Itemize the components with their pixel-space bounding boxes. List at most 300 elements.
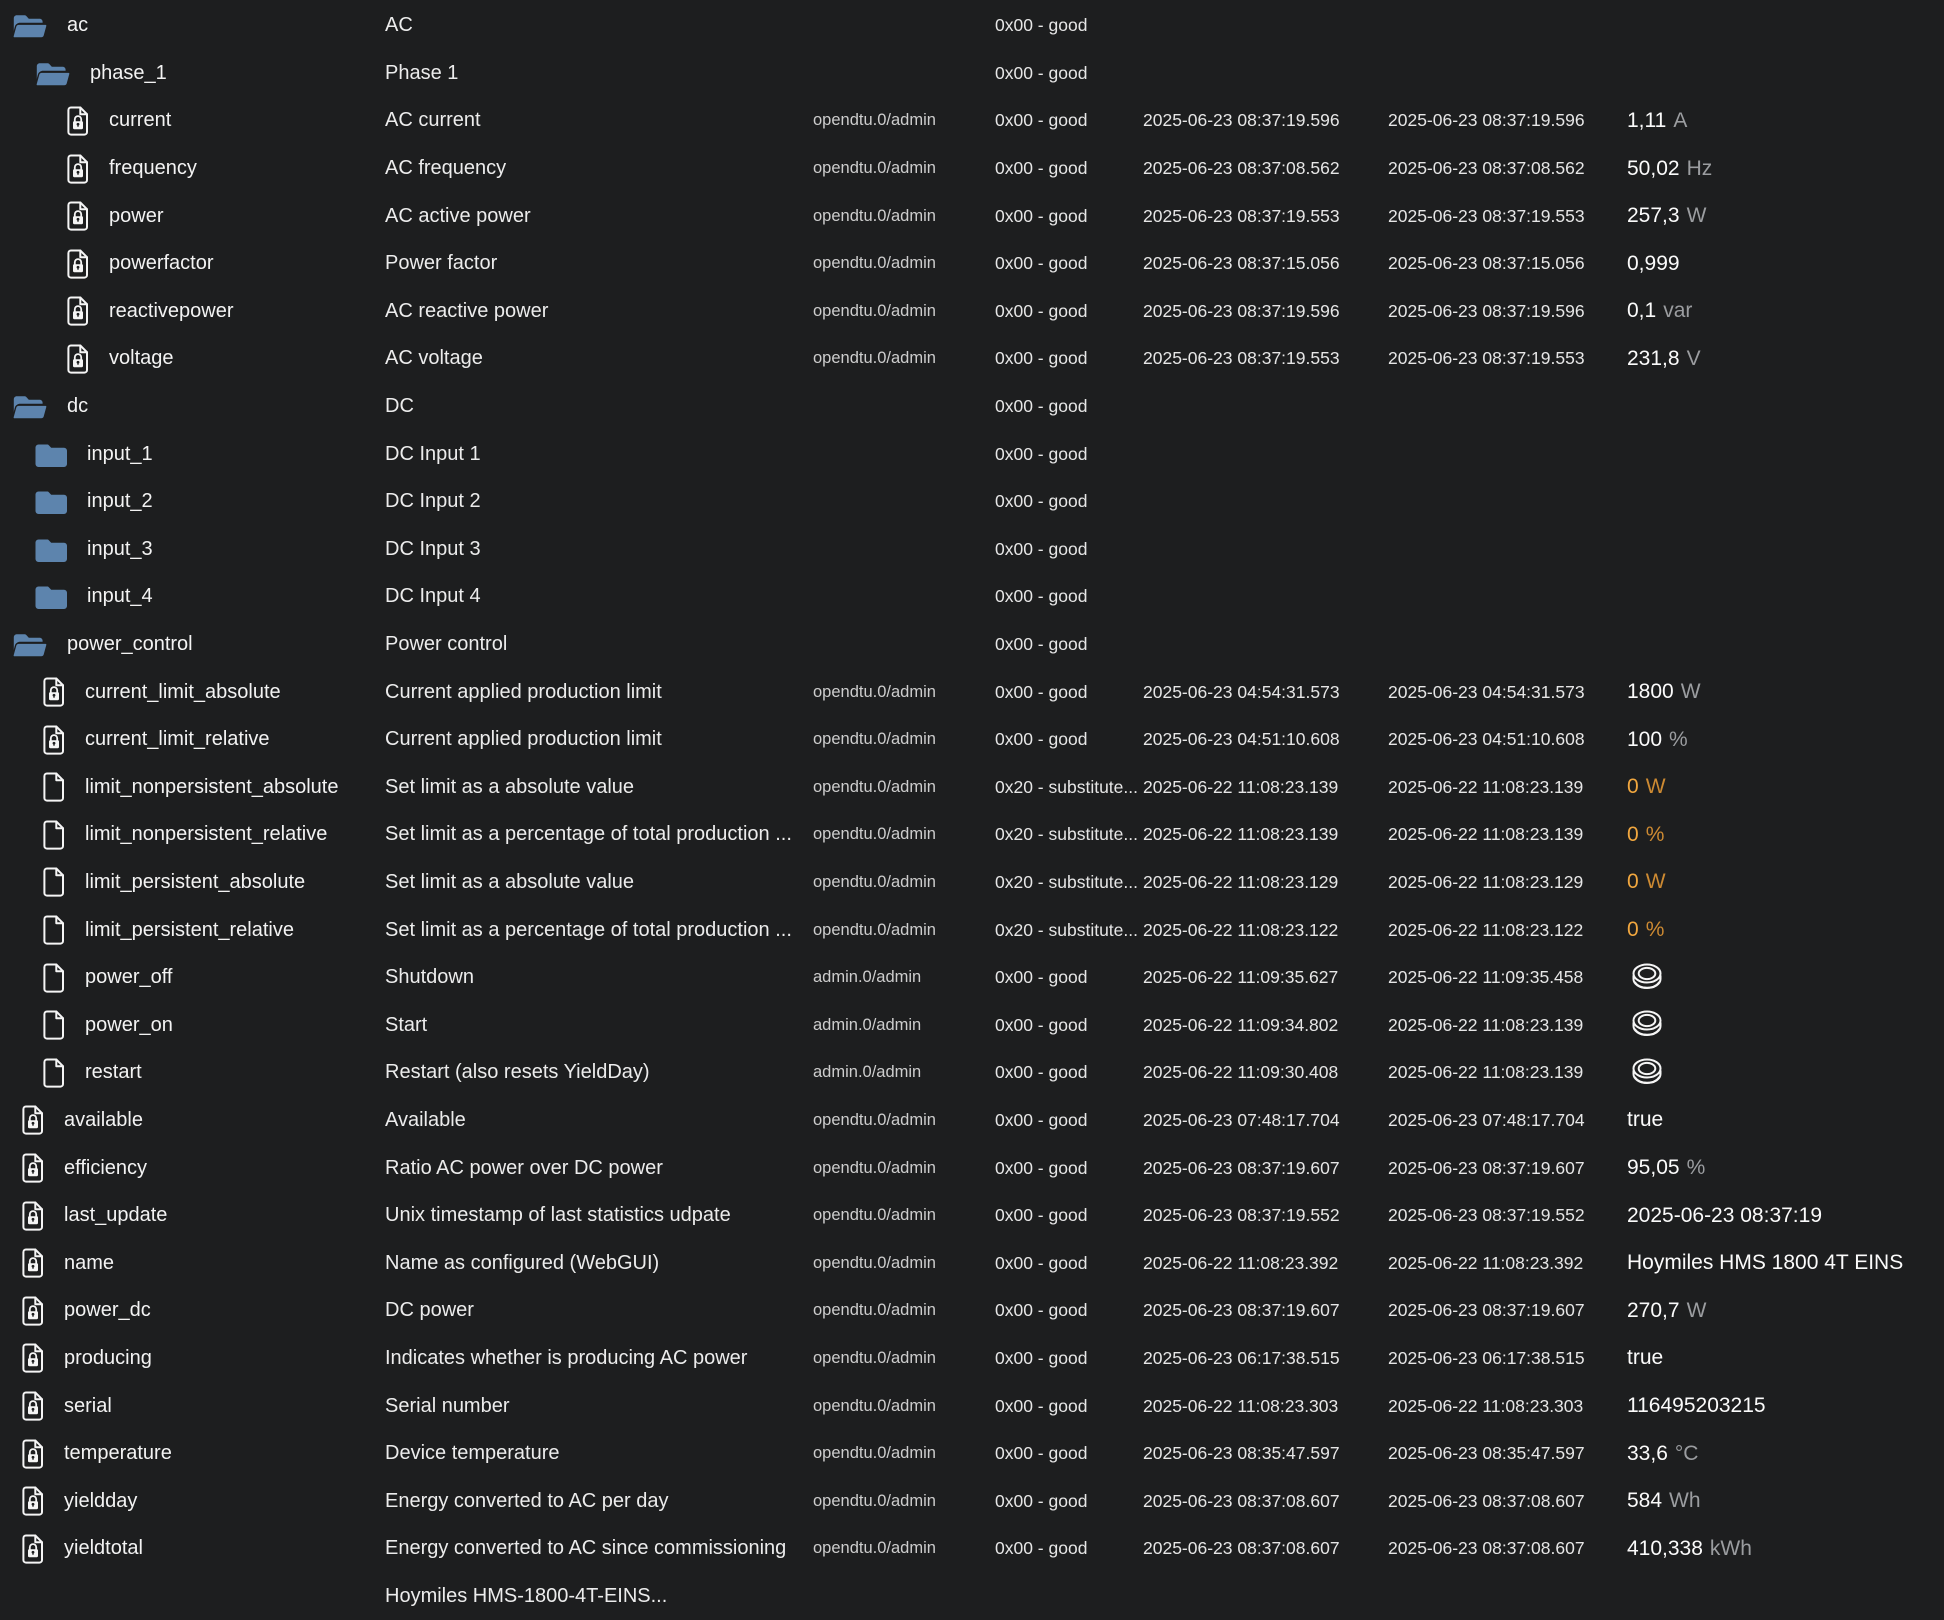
- object-id-label: producing: [64, 1346, 152, 1369]
- state-lock-file-icon: [66, 201, 90, 231]
- object-id-label: input_3: [87, 537, 153, 560]
- last-change-source: opendtu.0/admin: [813, 825, 936, 844]
- timestamp-changed: 2025-06-23 08:37:19.596: [1143, 300, 1340, 321]
- object-id-label: power_control: [67, 633, 193, 656]
- object-id-label: yieldtotal: [64, 1537, 143, 1560]
- object-description: Current applied production limit: [385, 680, 662, 703]
- state-value: 0,1: [1627, 299, 1657, 323]
- object-id-cell: [0, 1391, 380, 1421]
- timestamp-acked: 2025-06-23 08:37:19.607: [1388, 1300, 1585, 1321]
- tree-state-row[interactable]: [0, 1192, 1944, 1240]
- quality-flag: 0x00 - good: [995, 158, 1088, 179]
- tree-state-row[interactable]: [0, 1382, 1944, 1430]
- state-value-cell[interactable]: [1624, 1009, 1944, 1041]
- state-value: true: [1627, 1346, 1664, 1370]
- quality-flag: 0x00 - good: [995, 586, 1088, 607]
- timestamp-changed: 2025-06-22 11:08:23.303: [1143, 1395, 1339, 1416]
- timestamp-acked: 2025-06-23 08:37:19.553: [1388, 348, 1585, 369]
- timestamp-acked: 2025-06-22 11:09:35.458: [1388, 967, 1584, 988]
- timestamp-acked: 2025-06-23 06:17:38.515: [1388, 1347, 1585, 1368]
- state-lock-file-icon: [66, 249, 90, 279]
- object-id-label: voltage: [109, 347, 174, 370]
- state-unit: Hz: [1686, 156, 1713, 180]
- object-id-cell: [0, 536, 380, 563]
- tree-state-row[interactable]: [0, 906, 1944, 954]
- state-value-cell[interactable]: [1624, 1346, 1944, 1370]
- folder-closed-icon[interactable]: [35, 583, 68, 610]
- state-unit: A: [1673, 108, 1688, 132]
- timestamp-acked: 2025-06-23 08:37:08.562: [1388, 158, 1585, 179]
- state-lock-file-icon: [42, 725, 66, 755]
- state-value-cell[interactable]: [1624, 157, 1944, 181]
- object-description: Indicates whether is producing AC power: [385, 1346, 748, 1369]
- last-change-source: opendtu.0/admin: [813, 1444, 936, 1463]
- state-value: 0,999: [1627, 251, 1680, 275]
- object-id-label: reactivepower: [109, 299, 234, 322]
- tree-folder-row[interactable]: [0, 573, 1944, 621]
- object-description: DC Input 1: [385, 442, 481, 465]
- state-unit: W: [1645, 870, 1666, 894]
- state-value-cell[interactable]: [1624, 299, 1944, 323]
- tree-state-row[interactable]: [0, 1049, 1944, 1097]
- timestamp-changed: 2025-06-22 11:09:34.802: [1143, 1014, 1339, 1035]
- timestamp-acked: 2025-06-22 11:08:23.139: [1388, 776, 1584, 797]
- object-id-cell: [0, 441, 380, 468]
- quality-flag: 0x00 - good: [995, 1443, 1088, 1464]
- state-lock-file-icon: [21, 1486, 45, 1516]
- object-id-cell: [0, 1248, 380, 1278]
- state-lock-file-icon: [21, 1153, 45, 1183]
- object-description: Power factor: [385, 252, 498, 275]
- state-unit: %: [1686, 1156, 1706, 1180]
- state-unit: %: [1669, 727, 1688, 751]
- state-lock-file-icon: [21, 1534, 45, 1564]
- object-id-label: temperature: [64, 1442, 172, 1465]
- timestamp-changed: 2025-06-22 11:08:23.139: [1143, 776, 1339, 797]
- state-value: Hoymiles HMS 1800 4T EINS: [1627, 1251, 1904, 1275]
- timestamp-acked: 2025-06-23 08:37:15.056: [1388, 253, 1585, 274]
- object-id-label: input_2: [87, 490, 153, 513]
- state-value-cell[interactable]: [1624, 1299, 1944, 1323]
- object-id-cell: [0, 488, 380, 515]
- object-description: AC: [385, 14, 413, 37]
- state-value-cell[interactable]: [1624, 680, 1944, 704]
- timestamp-acked: 2025-06-23 08:37:19.552: [1388, 1205, 1585, 1226]
- quality-flag: 0x00 - good: [995, 491, 1088, 512]
- state-value-cell[interactable]: [1624, 347, 1944, 371]
- state-value: 2025-06-23 08:37:19: [1627, 1203, 1822, 1227]
- timestamp-changed: 2025-06-23 08:35:47.597: [1143, 1443, 1340, 1464]
- state-value-cell[interactable]: [1624, 252, 1944, 276]
- timestamp-changed: 2025-06-23 08:37:19.596: [1143, 110, 1340, 131]
- state-lock-file-icon: [66, 106, 90, 136]
- last-change-source: opendtu.0/admin: [813, 206, 936, 225]
- object-description: Ratio AC power over DC power: [385, 1156, 663, 1179]
- timestamp-changed: 2025-06-22 11:08:23.129: [1143, 871, 1339, 892]
- state-lock-file-icon: [42, 677, 66, 707]
- timestamp-acked: 2025-06-23 04:51:10.608: [1388, 729, 1585, 750]
- object-id-cell: [0, 1153, 380, 1183]
- object-id-label: phase_1: [90, 61, 167, 84]
- timestamp-acked: 2025-06-23 04:54:31.573: [1388, 681, 1585, 702]
- object-id-cell: [0, 201, 380, 231]
- object-description: Set limit as a absolute value: [385, 870, 635, 893]
- last-change-source: admin.0/admin: [813, 1063, 922, 1082]
- state-file-icon: [42, 1058, 66, 1088]
- tree-state-row[interactable]: [0, 288, 1944, 336]
- state-lock-file-icon: [21, 1105, 45, 1135]
- timestamp-changed: 2025-06-23 08:37:08.607: [1143, 1490, 1340, 1511]
- folder-open-icon[interactable]: [12, 12, 48, 39]
- object-description: Energy converted to AC per day: [385, 1489, 669, 1512]
- tree-folder-row[interactable]: [0, 430, 1944, 478]
- state-unit: °C: [1674, 1441, 1699, 1465]
- timestamp-changed: 2025-06-23 04:54:31.573: [1143, 681, 1340, 702]
- object-id-cell: [0, 12, 380, 39]
- state-unit: W: [1645, 775, 1666, 799]
- tree-state-row[interactable]: [0, 811, 1944, 859]
- timestamp-acked: 2025-06-23 08:37:08.607: [1388, 1490, 1585, 1511]
- object-id-label: current_limit_absolute: [85, 680, 281, 703]
- object-description: Set limit as a absolute value: [385, 775, 635, 798]
- state-unit: V: [1686, 346, 1701, 370]
- timestamp-changed: 2025-06-23 08:37:19.607: [1143, 1157, 1340, 1178]
- state-value-cell[interactable]: [1624, 918, 1944, 942]
- quality-flag: 0x00 - good: [995, 1109, 1088, 1130]
- timestamp-acked: 2025-06-23 08:37:19.596: [1388, 300, 1585, 321]
- quality-flag: 0x00 - good: [995, 1347, 1088, 1368]
- object-id-label: power_on: [85, 1013, 173, 1036]
- timestamp-changed: 2025-06-23 08:37:19.607: [1143, 1300, 1340, 1321]
- object-id-cell: [0, 677, 380, 707]
- tree-folder-row[interactable]: [0, 50, 1944, 98]
- timestamp-changed: 2025-06-22 11:08:23.139: [1143, 824, 1339, 845]
- object-description: AC voltage: [385, 347, 483, 370]
- object-description: DC Input 3: [385, 537, 481, 560]
- object-id-cell: [0, 820, 380, 850]
- quality-flag: 0x00 - good: [995, 1062, 1088, 1083]
- tree-state-row[interactable]: [0, 240, 1944, 288]
- tree-state-row[interactable]: [0, 764, 1944, 812]
- object-id-label: name: [64, 1251, 115, 1274]
- state-value-cell[interactable]: [1624, 728, 1944, 752]
- folder-closed-icon[interactable]: [35, 488, 68, 515]
- object-id-label: limit_persistent_relative: [85, 918, 294, 941]
- timestamp-acked: 2025-06-22 11:08:23.303: [1388, 1395, 1584, 1416]
- state-value: 231,8: [1627, 346, 1680, 370]
- object-id-cell: [0, 583, 380, 610]
- object-description: Start: [385, 1013, 428, 1036]
- object-id-cell: [0, 1439, 380, 1469]
- object-id-label: power: [109, 204, 164, 227]
- last-change-source: opendtu.0/admin: [813, 1396, 936, 1415]
- object-id-label: efficiency: [64, 1156, 148, 1179]
- state-value-cell[interactable]: [1624, 1108, 1944, 1132]
- timestamp-acked: 2025-06-22 11:08:23.139: [1388, 1014, 1584, 1035]
- tree-state-row[interactable]: [0, 1335, 1944, 1383]
- state-value: 0: [1627, 822, 1639, 846]
- last-change-source: admin.0/admin: [813, 1015, 922, 1034]
- state-value-cell[interactable]: [1624, 1394, 1944, 1418]
- state-file-icon: [42, 915, 66, 945]
- quality-flag: 0x00 - good: [995, 1300, 1088, 1321]
- object-id-cell: [0, 1343, 380, 1373]
- state-file-icon: [42, 820, 66, 850]
- quality-flag: 0x20 - substitute...: [995, 871, 1138, 892]
- state-lock-file-icon: [66, 154, 90, 184]
- tree-state-row[interactable]: [0, 335, 1944, 383]
- tree-folder-row[interactable]: [0, 383, 1944, 431]
- timestamp-acked: 2025-06-22 11:08:23.129: [1388, 871, 1584, 892]
- quality-flag: 0x00 - good: [995, 300, 1088, 321]
- object-description: Hoymiles HMS-1800-4T-EINS...: [385, 1584, 668, 1607]
- object-description: Set limit as a percentage of total production ...: [385, 918, 792, 941]
- state-value: 1800: [1627, 680, 1674, 704]
- tree-state-row[interactable]: [0, 1430, 1944, 1478]
- object-id-cell: [0, 106, 380, 136]
- state-value-cell[interactable]: [1624, 870, 1944, 894]
- tree-state-row[interactable]: [0, 954, 1944, 1002]
- object-description: Power control: [385, 633, 508, 656]
- state-value: 0: [1627, 870, 1639, 894]
- push-button-icon[interactable]: [1627, 962, 1667, 994]
- state-lock-file-icon: [66, 344, 90, 374]
- quality-flag: 0x20 - substitute...: [995, 824, 1138, 845]
- object-id-cell: [0, 1058, 380, 1088]
- state-lock-file-icon: [21, 1248, 45, 1278]
- tree-state-row[interactable]: [0, 192, 1944, 240]
- folder-open-icon[interactable]: [12, 631, 48, 658]
- object-id-cell: [0, 1105, 380, 1135]
- state-value-cell[interactable]: [1624, 1442, 1944, 1466]
- object-description: AC reactive power: [385, 299, 549, 322]
- quality-flag: 0x00 - good: [995, 1395, 1088, 1416]
- tree-folder-row[interactable]: [0, 2, 1944, 50]
- object-id-label: power_off: [85, 966, 173, 989]
- folder-closed-icon[interactable]: [35, 536, 68, 563]
- tree-state-row[interactable]: [0, 1097, 1944, 1145]
- object-description: DC power: [385, 1299, 474, 1322]
- folder-open-icon[interactable]: [12, 393, 48, 420]
- last-change-source: opendtu.0/admin: [813, 301, 936, 320]
- object-description: AC frequency: [385, 157, 507, 180]
- quality-flag: 0x00 - good: [995, 729, 1088, 750]
- object-description: DC: [385, 395, 414, 418]
- state-value: 0: [1627, 918, 1639, 942]
- object-id-label: ac: [67, 14, 89, 37]
- object-description: Phase 1: [385, 61, 459, 84]
- object-id-cell: [0, 1486, 380, 1516]
- state-unit: var: [1663, 299, 1693, 323]
- object-id-cell: [0, 772, 380, 802]
- object-id-cell: [0, 1296, 380, 1326]
- timestamp-changed: 2025-06-23 08:37:15.056: [1143, 253, 1340, 274]
- state-value-cell[interactable]: [1624, 1489, 1944, 1513]
- last-change-source: opendtu.0/admin: [813, 349, 936, 368]
- state-value-cell[interactable]: [1624, 775, 1944, 799]
- tree-state-row[interactable]: [0, 1001, 1944, 1049]
- state-file-icon: [42, 772, 66, 802]
- state-lock-file-icon: [21, 1296, 45, 1326]
- state-value-cell[interactable]: [1624, 823, 1944, 847]
- state-value-cell[interactable]: [1624, 1251, 1944, 1275]
- state-value-cell[interactable]: [1624, 1156, 1944, 1180]
- tree-state-row[interactable]: [0, 1144, 1944, 1192]
- object-id-cell: [0, 631, 380, 658]
- last-change-source: opendtu.0/admin: [813, 920, 936, 939]
- state-value: 50,02: [1627, 156, 1680, 180]
- object-id-label: input_4: [87, 585, 153, 608]
- last-change-source: opendtu.0/admin: [813, 1491, 936, 1510]
- state-value: 257,3: [1627, 204, 1680, 228]
- state-value-cell[interactable]: [1624, 1204, 1944, 1228]
- state-unit: Wh: [1669, 1489, 1701, 1513]
- state-unit: W: [1680, 680, 1701, 704]
- last-change-source: opendtu.0/admin: [813, 1539, 936, 1558]
- tree-state-row[interactable]: [0, 1525, 1944, 1573]
- timestamp-acked: 2025-06-23 08:35:47.597: [1388, 1443, 1585, 1464]
- object-id-cell: [0, 393, 380, 420]
- timestamp-acked: 2025-06-23 08:37:19.553: [1388, 205, 1585, 226]
- state-value: 116495203215: [1627, 1394, 1766, 1418]
- timestamp-acked: 2025-06-23 08:37:19.607: [1388, 1157, 1585, 1178]
- timestamp-changed: 2025-06-22 11:09:35.627: [1143, 967, 1339, 988]
- object-id-label: last_update: [64, 1204, 168, 1227]
- timestamp-changed: 2025-06-23 06:17:38.515: [1143, 1347, 1340, 1368]
- timestamp-changed: 2025-06-23 08:37:08.562: [1143, 158, 1340, 179]
- object-id-cell: [0, 249, 380, 279]
- tree-state-row[interactable]: [0, 859, 1944, 907]
- tree-state-row[interactable]: [0, 1239, 1944, 1287]
- state-value: 270,7: [1627, 1298, 1680, 1322]
- state-value: 1,11: [1627, 108, 1667, 132]
- object-id-label: available: [64, 1108, 143, 1131]
- state-value-cell[interactable]: [1624, 204, 1944, 228]
- quality-flag: 0x20 - substitute...: [995, 919, 1138, 940]
- object-description: Available: [385, 1108, 466, 1131]
- object-description: DC Input 2: [385, 490, 481, 513]
- object-id-cell: [0, 963, 380, 993]
- state-value-cell[interactable]: [1624, 1537, 1944, 1561]
- timestamp-changed: 2025-06-23 08:37:19.552: [1143, 1205, 1340, 1226]
- tree-state-row[interactable]: [0, 97, 1944, 145]
- timestamp-acked: 2025-06-23 08:37:19.596: [1388, 110, 1585, 131]
- quality-flag: 0x00 - good: [995, 15, 1088, 36]
- quality-flag: 0x00 - good: [995, 253, 1088, 274]
- object-id-cell: [0, 344, 380, 374]
- object-description: Set limit as a percentage of total production ...: [385, 823, 792, 846]
- object-id-label: frequency: [109, 157, 197, 180]
- timestamp-acked: 2025-06-23 07:48:17.704: [1388, 1109, 1585, 1130]
- object-id-cell: [0, 915, 380, 945]
- object-id-cell: [0, 296, 380, 326]
- object-id-label: restart: [85, 1061, 142, 1084]
- state-value-cell[interactable]: [1624, 962, 1944, 994]
- timestamp-acked: 2025-06-22 11:08:23.139: [1388, 824, 1584, 845]
- last-change-source: admin.0/admin: [813, 968, 922, 987]
- state-value: 95,05: [1627, 1156, 1680, 1180]
- folder-closed-icon[interactable]: [35, 441, 68, 468]
- object-description: Serial number: [385, 1394, 510, 1417]
- state-value: 584: [1627, 1489, 1663, 1513]
- state-value-cell[interactable]: [1624, 109, 1944, 133]
- state-value: true: [1627, 1108, 1664, 1132]
- object-description: AC current: [385, 109, 481, 132]
- last-change-source: opendtu.0/admin: [813, 1206, 936, 1225]
- push-button-icon[interactable]: [1627, 1009, 1667, 1041]
- quality-flag: 0x00 - good: [995, 1252, 1088, 1273]
- object-id-label: powerfactor: [109, 252, 214, 275]
- quality-flag: 0x00 - good: [995, 538, 1088, 559]
- state-unit: W: [1686, 1298, 1707, 1322]
- quality-flag: 0x00 - good: [995, 1157, 1088, 1178]
- tree-state-row[interactable]: [0, 668, 1944, 716]
- timestamp-acked: 2025-06-22 11:08:23.122: [1388, 919, 1584, 940]
- last-change-source: opendtu.0/admin: [813, 111, 936, 130]
- push-button-icon[interactable]: [1627, 1057, 1667, 1089]
- quality-flag: 0x00 - good: [995, 1538, 1088, 1559]
- state-unit: kWh: [1709, 1536, 1752, 1560]
- state-value: 410,338: [1627, 1536, 1703, 1560]
- object-description: Shutdown: [385, 966, 474, 989]
- quality-flag: 0x00 - good: [995, 1490, 1088, 1511]
- object-id-label: input_1: [87, 442, 153, 465]
- quality-flag: 0x00 - good: [995, 1014, 1088, 1035]
- object-id-label: dc: [67, 395, 89, 418]
- object-description: Restart (also resets YieldDay): [385, 1061, 650, 1084]
- last-change-source: opendtu.0/admin: [813, 1301, 936, 1320]
- folder-open-icon[interactable]: [35, 60, 71, 87]
- state-unit: %: [1645, 822, 1665, 846]
- timestamp-changed: 2025-06-22 11:08:23.122: [1143, 919, 1339, 940]
- object-description: Current applied production limit: [385, 728, 662, 751]
- last-change-source: opendtu.0/admin: [813, 254, 936, 273]
- quality-flag: 0x00 - good: [995, 205, 1088, 226]
- state-unit: %: [1645, 918, 1665, 942]
- last-change-source: opendtu.0/admin: [813, 1348, 936, 1367]
- state-lock-file-icon: [21, 1391, 45, 1421]
- object-description: Unix timestamp of last statistics udpate: [385, 1204, 731, 1227]
- object-id-cell: [0, 1010, 380, 1040]
- tree-state-row[interactable]: [0, 1573, 1944, 1620]
- last-change-source: opendtu.0/admin: [813, 1253, 936, 1272]
- last-change-source: opendtu.0/admin: [813, 730, 936, 749]
- last-change-source: opendtu.0/admin: [813, 872, 936, 891]
- last-change-source: opendtu.0/admin: [813, 1158, 936, 1177]
- state-lock-file-icon: [21, 1343, 45, 1373]
- state-lock-file-icon: [21, 1201, 45, 1231]
- tree-folder-row[interactable]: [0, 621, 1944, 669]
- timestamp-changed: 2025-06-22 11:08:23.392: [1143, 1252, 1339, 1273]
- last-change-source: opendtu.0/admin: [813, 682, 936, 701]
- object-description: Device temperature: [385, 1442, 560, 1465]
- object-description: AC active power: [385, 204, 531, 227]
- object-id-label: current: [109, 109, 172, 132]
- tree-state-row[interactable]: [0, 1287, 1944, 1335]
- tree-state-row[interactable]: [0, 1477, 1944, 1525]
- timestamp-changed: 2025-06-22 11:09:30.408: [1143, 1062, 1339, 1083]
- object-description: Energy converted to AC since commissioning: [385, 1537, 787, 1560]
- state-unit: W: [1686, 204, 1707, 228]
- state-value-cell[interactable]: [1624, 1057, 1944, 1089]
- tree-state-row[interactable]: [0, 716, 1944, 764]
- state-file-icon: [42, 1010, 66, 1040]
- state-value: 33,6: [1627, 1441, 1668, 1465]
- quality-flag: 0x00 - good: [995, 443, 1088, 464]
- tree-state-row[interactable]: [0, 145, 1944, 193]
- tree-folder-row[interactable]: [0, 526, 1944, 574]
- tree-folder-row[interactable]: [0, 478, 1944, 526]
